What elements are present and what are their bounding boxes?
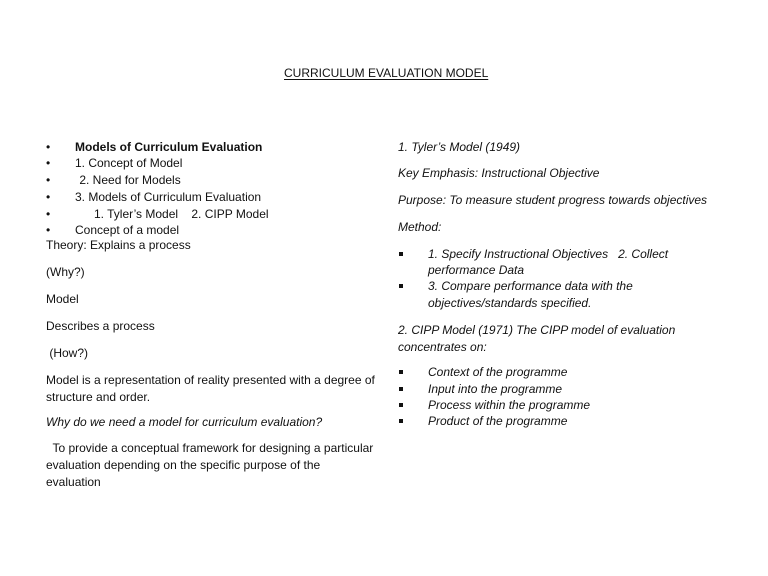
bullet-marker: • xyxy=(46,173,51,187)
square-bullet-icon xyxy=(399,403,403,407)
list-item: 2. Need for Models xyxy=(76,173,181,187)
cipp-heading-line1: 2. CIPP Model (1971) The CIPP model of evaluation xyxy=(398,323,676,337)
answer-line2: evaluation depending on the specific purpose of the xyxy=(46,458,321,472)
model-definition-line1: Model is a representation of reality presented with a degree of xyxy=(46,373,375,387)
theory-text: Theory: Explains a process xyxy=(46,238,191,252)
model-definition-line2: structure and order. xyxy=(46,390,151,404)
bullet-marker: • xyxy=(46,207,51,221)
list-item: Context of the programme xyxy=(428,365,568,379)
list-item: 1. Concept of Model xyxy=(75,156,183,170)
bullet-marker: • xyxy=(46,140,51,154)
key-emphasis: Key Emphasis: Instructional Objective xyxy=(398,166,600,180)
list-item-continuation: performance Data xyxy=(428,263,525,277)
bullet-marker: • xyxy=(46,223,51,237)
answer-line1: To provide a conceptual framework for designing a particular xyxy=(46,441,374,455)
list-item: 1. Tyler’s Model 2. CIPP Model xyxy=(94,207,269,221)
bullet-marker: • xyxy=(46,190,51,204)
list-item: Product of the programme xyxy=(428,414,568,428)
square-bullet-icon xyxy=(399,370,403,374)
describes-text: Describes a process xyxy=(46,319,155,333)
bullet-marker: • xyxy=(46,156,51,170)
purpose-text: Purpose: To measure student progress towards objectives xyxy=(398,193,708,207)
model-text: Model xyxy=(46,292,79,306)
list-item: Process within the programme xyxy=(428,398,591,412)
list-item: Input into the programme xyxy=(428,382,563,396)
list-item: 3. Compare performance data with the xyxy=(428,279,633,293)
square-bullet-icon xyxy=(399,419,403,423)
tyler-heading: 1. Tyler’s Model (1949) xyxy=(398,140,521,154)
list-item: Concept of a model xyxy=(75,223,180,237)
page-title: CURRICULUM EVALUATION MODEL xyxy=(284,66,489,80)
cipp-heading-line2: concentrates on: xyxy=(398,340,487,354)
question-text: Why do we need a model for curriculum evaluation? xyxy=(46,415,323,429)
list-item: 1. Specify Instructional Objectives 2. Collect xyxy=(428,247,669,261)
square-bullet-icon xyxy=(399,284,403,288)
method-label: Method: xyxy=(398,220,442,234)
list-item: Models of Curriculum Evaluation xyxy=(75,140,263,154)
list-item: 3. Models of Curriculum Evaluation xyxy=(75,190,262,204)
why-text: (Why?) xyxy=(46,265,85,279)
how-text: (How?) xyxy=(46,346,89,360)
list-item-continuation: objectives/standards specified. xyxy=(428,296,592,310)
answer-line3: evaluation xyxy=(46,475,101,489)
square-bullet-icon xyxy=(399,252,403,256)
square-bullet-icon xyxy=(399,387,403,391)
